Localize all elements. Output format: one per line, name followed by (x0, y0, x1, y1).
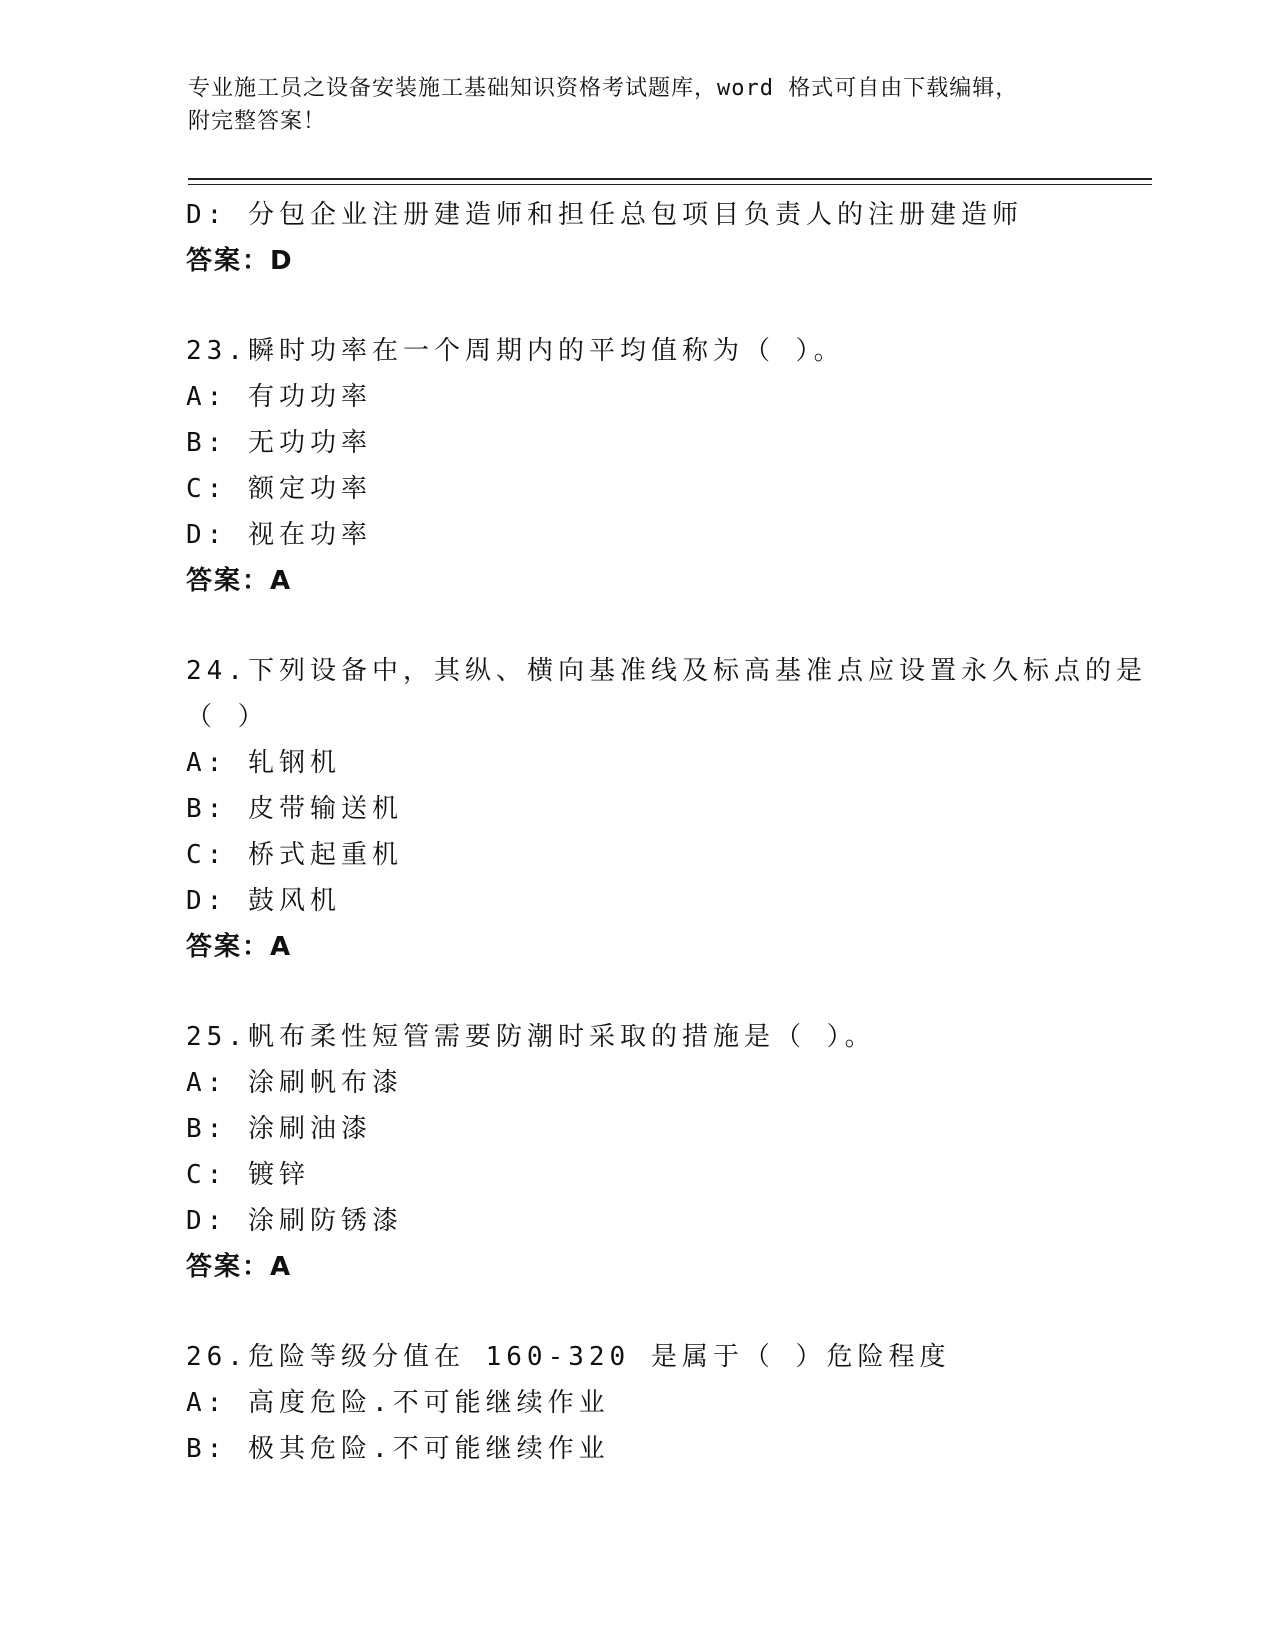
question-25 (186, 1014, 1086, 1290)
question-text: 23.瞬时功率在一个周期内的平均值称为（ ）。 (186, 336, 845, 366)
option-d: D: 视在功率 (186, 520, 372, 550)
answer: 答案：A (186, 566, 293, 596)
option-d: D: 鼓风机 (186, 886, 341, 916)
question-text: 25.帆布柔性短管需要防潮时采取的措施是（ ）。 (186, 1022, 876, 1052)
option-a: A: 高度危险.不可能继续作业 (186, 1388, 610, 1418)
option-b: B: 极其危险.不可能继续作业 (186, 1434, 610, 1464)
spacer (186, 970, 1086, 1014)
option-b: B: 涂刷油漆 (186, 1114, 372, 1144)
question-text: 26.危险等级分值在 160-320 是属于（ ）危险程度 (186, 1342, 951, 1372)
answer: 答案：A (186, 1252, 293, 1282)
option-d: D: 分包企业注册建造师和担任总包项目负责人的注册建造师 (186, 200, 1023, 230)
option-d: D: 涂刷防锈漆 (186, 1206, 403, 1236)
question-24 (186, 648, 1147, 970)
header-title-line-1: 专业施工员之设备安装施工基础知识资格考试题库，word 格式可自由下载编辑， (188, 76, 1019, 101)
option-a: A: 有功功率 (186, 382, 372, 412)
question-23 (186, 328, 1086, 604)
header-title-line-2: 附完整答案！ (188, 109, 327, 134)
header-divider (188, 178, 1152, 185)
document-header (188, 72, 1068, 138)
option-b: B: 皮带输送机 (186, 794, 403, 824)
question-text-continued: （ ） (186, 702, 269, 732)
answer: 答案：D (186, 246, 294, 276)
option-c: C: 额定功率 (186, 474, 372, 504)
option-b: B: 无功功率 (186, 428, 372, 458)
option-c: C: 镀锌 (186, 1160, 310, 1190)
option-c: C: 桥式起重机 (186, 840, 403, 870)
spacer (186, 284, 1086, 328)
option-a: A: 轧钢机 (186, 748, 341, 778)
answer: 答案：A (186, 932, 293, 962)
question-list (186, 192, 1147, 1472)
question-26 (186, 1334, 1086, 1472)
spacer (186, 1290, 1086, 1334)
question-text: 24.下列设备中，其纵、横向基准线及标高基准点应设置永久标点的是 (186, 656, 1147, 686)
question-22-tail (186, 192, 1086, 284)
spacer (186, 604, 1086, 648)
option-a: A: 涂刷帆布漆 (186, 1068, 403, 1098)
